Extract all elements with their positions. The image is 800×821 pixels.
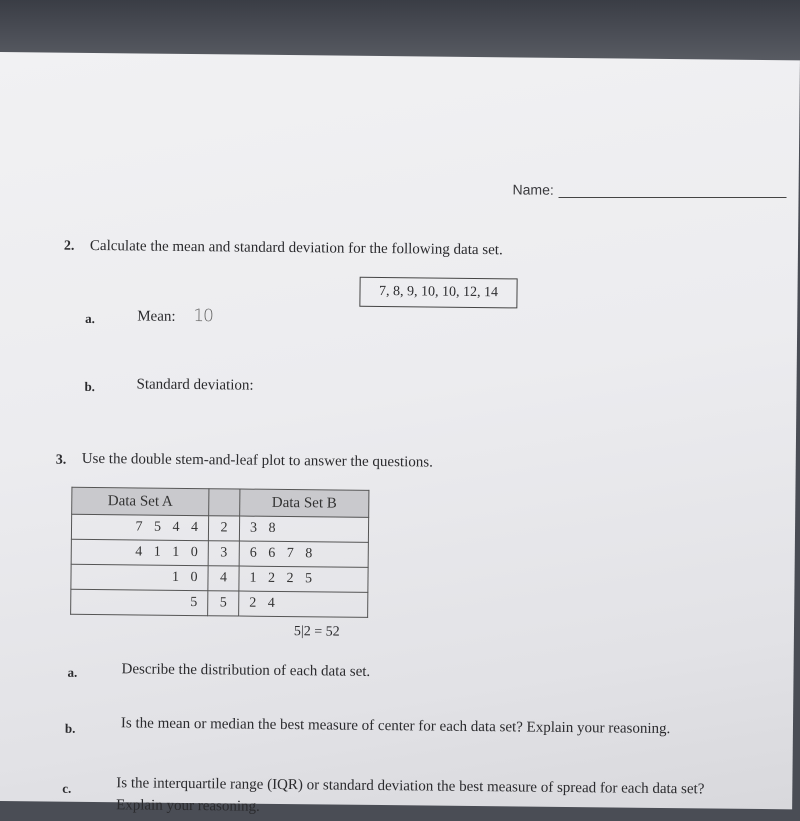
q2-dataset: 7, 8, 9, 10, 10, 12, 14 — [378, 283, 499, 301]
q3a-letter: a. — [67, 664, 78, 680]
plot-row — [71, 539, 368, 567]
plot-header-row — [72, 487, 369, 517]
worksheet-page — [0, 52, 800, 815]
q2a-handwritten-answer: 10 — [193, 306, 213, 327]
q3b-text: Is the mean or median the best measure of center for each data set? Explain your reasoning. — [120, 715, 671, 738]
q3a-text: Describe the distribution of each data set. — [121, 661, 371, 680]
q2a-letter: a. — [85, 310, 96, 327]
leaves-b: 2 4 — [239, 591, 368, 617]
stem: 2 — [208, 516, 239, 541]
q2-prompt: Calculate the mean and standard deviation for the following data set. — [89, 237, 503, 259]
leaves-b: 1 2 2 5 — [239, 566, 368, 592]
name-label: Name: — [512, 181, 554, 198]
leaves-b: 6 6 7 8 — [239, 541, 368, 567]
q3c-text: Is the interquartile range (IQR) or standard deviation the best measure of spread for each data set? — [116, 775, 705, 798]
plot-row — [71, 514, 368, 542]
q2-number: 2. — [63, 238, 75, 254]
header-data-set-b: Data Set B — [240, 489, 369, 517]
leaves-a: 4 1 1 0 — [71, 539, 208, 565]
q2b-letter: b. — [84, 378, 96, 395]
q2b-label: Standard deviation: — [136, 376, 254, 394]
leaves-a: 1 0 — [71, 564, 208, 590]
q2-dataset-box — [359, 277, 517, 309]
leaves-b: 3 8 — [239, 516, 368, 542]
plot-key: 5|2 = 52 — [293, 624, 340, 640]
header-data-set-a: Data Set A — [72, 487, 209, 515]
q3-number: 3. — [55, 452, 67, 468]
q3b-letter: b. — [64, 720, 76, 736]
leaves-a: 5 — [71, 589, 208, 615]
q3-prompt: Use the double stem-and-leaf plot to answer the questions. — [81, 450, 433, 471]
stem-and-leaf-plot — [70, 487, 369, 618]
stem: 4 — [208, 566, 239, 591]
q2a-label: Mean: — [137, 308, 176, 325]
plot-row — [71, 564, 368, 592]
q3c-text-line2: Explain your reasoning. — [116, 797, 260, 815]
stem: 5 — [208, 591, 239, 616]
header-stem — [209, 489, 240, 516]
plot-row — [71, 589, 368, 617]
leaves-a: 7 5 4 4 — [71, 514, 208, 540]
stem: 3 — [208, 541, 239, 566]
name-line — [559, 197, 787, 198]
q3c-letter: c. — [62, 780, 72, 796]
